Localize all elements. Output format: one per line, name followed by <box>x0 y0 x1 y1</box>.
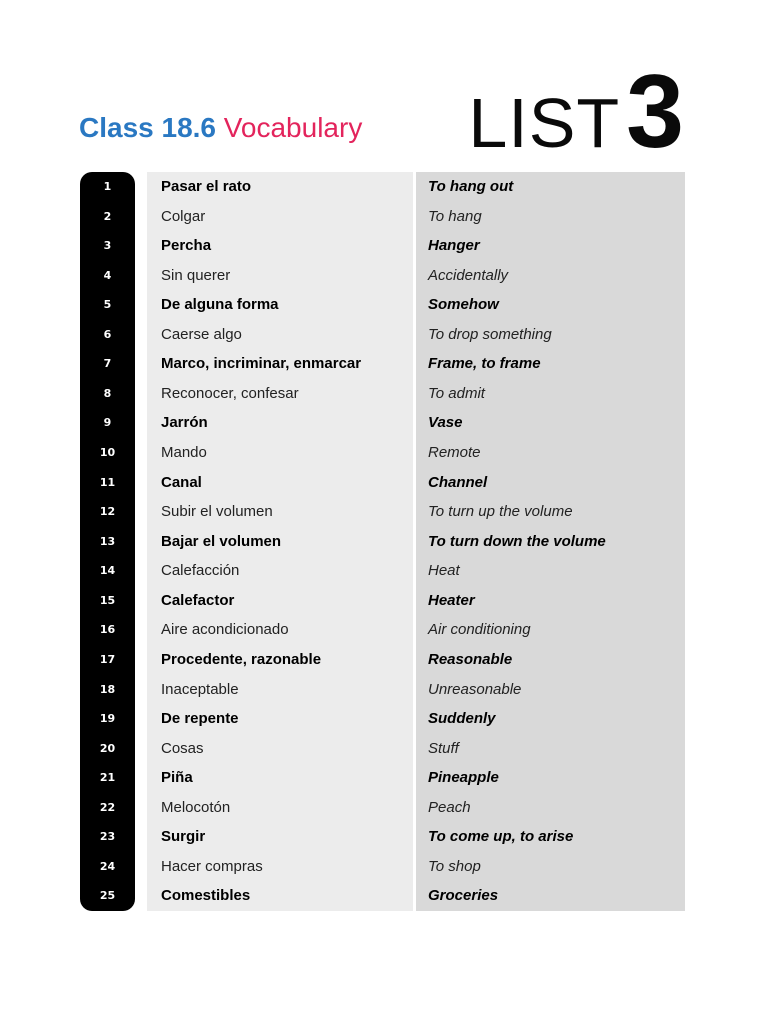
english-translation: Suddenly <box>428 710 496 728</box>
row-number: 10 <box>99 446 116 460</box>
row-number: 5 <box>103 298 112 312</box>
english-translation: Hanger <box>428 237 480 255</box>
english-translation: Peach <box>428 798 471 816</box>
row-number: 21 <box>99 771 116 785</box>
spanish-term: Jarrón <box>161 414 208 432</box>
spanish-term: Sin querer <box>161 266 231 284</box>
spanish-term: Subir el volumen <box>161 503 273 521</box>
vocabulary-label: Vocabulary <box>223 112 363 143</box>
spanish-term: Piña <box>161 769 193 787</box>
spanish-term: Calefactor <box>161 591 235 609</box>
row-number: 2 <box>103 209 112 223</box>
row-number: 16 <box>99 623 116 637</box>
spanish-term: Aire acondicionado <box>161 621 289 639</box>
row-number: 6 <box>103 327 112 341</box>
english-translation: Channel <box>428 473 488 491</box>
spanish-term: Caerse algo <box>161 325 242 343</box>
english-translation: Heater <box>428 591 475 609</box>
list-number: 3 <box>626 54 684 170</box>
spanish-column <box>147 172 413 911</box>
row-number: 20 <box>99 741 116 755</box>
row-number: 17 <box>99 652 116 666</box>
english-translation: Heat <box>428 562 460 580</box>
english-translation: Frame, to frame <box>428 355 541 373</box>
row-number: 19 <box>99 712 116 726</box>
number-strip <box>80 172 135 911</box>
english-translation: To hang <box>428 207 482 225</box>
row-number: 12 <box>99 505 116 519</box>
english-translation: Accidentally <box>428 266 509 284</box>
spanish-term: Melocotón <box>161 798 231 816</box>
english-translation: To drop something <box>428 325 552 343</box>
spanish-term: Procedente, razonable <box>161 650 322 668</box>
page-heading <box>79 111 362 145</box>
row-number: 14 <box>99 564 116 578</box>
row-number: 9 <box>103 416 112 430</box>
spanish-term: Percha <box>161 237 212 255</box>
spanish-term: Inaceptable <box>161 680 239 698</box>
row-number: 23 <box>99 830 116 844</box>
english-translation: To admit <box>428 384 485 402</box>
row-number: 7 <box>103 357 112 371</box>
spanish-term: Bajar el volumen <box>161 532 282 550</box>
spanish-term: Pasar el rato <box>161 178 252 195</box>
english-translation: Somehow <box>428 296 499 314</box>
english-translation: Vase <box>428 414 463 432</box>
spanish-term: Surgir <box>161 828 206 846</box>
list-word: LIST <box>468 84 621 162</box>
english-translation: To hang out <box>428 178 514 195</box>
english-translation: Remote <box>428 444 481 462</box>
spanish-term: Comestibles <box>161 887 251 905</box>
row-number: 18 <box>99 682 116 696</box>
spanish-term: De alguna forma <box>161 296 279 314</box>
row-number: 13 <box>99 534 116 548</box>
row-number: 4 <box>103 268 112 282</box>
spanish-term: Cosas <box>161 739 204 757</box>
english-translation: To come up, to arise <box>428 828 574 846</box>
spanish-term: Canal <box>161 473 202 491</box>
row-number: 24 <box>99 859 116 873</box>
english-translation: Air conditioning <box>428 621 531 639</box>
row-number: 25 <box>99 889 116 903</box>
class-label: Class 18.6 <box>79 112 216 143</box>
row-number: 11 <box>99 475 116 489</box>
english-translation: To turn down the volume <box>428 532 606 550</box>
english-translation: Pineapple <box>428 769 499 787</box>
row-number: 8 <box>103 386 112 400</box>
row-number: 1 <box>103 180 112 193</box>
spanish-term: Hacer compras <box>161 857 263 875</box>
english-translation: Stuff <box>428 739 459 757</box>
row-number: 22 <box>99 800 116 814</box>
spanish-term: De repente <box>161 710 239 728</box>
english-column <box>416 172 685 911</box>
english-translation: Unreasonable <box>428 680 522 698</box>
english-translation: To turn up the volume <box>428 503 573 521</box>
row-number: 15 <box>99 593 116 607</box>
english-translation: To shop <box>428 857 481 875</box>
spanish-term: Colgar <box>161 207 206 225</box>
spanish-term: Reconocer, confesar <box>161 384 299 402</box>
row-number: 3 <box>103 239 112 253</box>
spanish-term: Calefacción <box>161 562 240 580</box>
spanish-term: Mando <box>161 444 207 462</box>
list-title <box>468 54 684 173</box>
english-translation: Reasonable <box>428 650 513 668</box>
spanish-term: Marco, incriminar, enmarcar <box>161 355 362 373</box>
english-translation: Groceries <box>428 887 499 905</box>
